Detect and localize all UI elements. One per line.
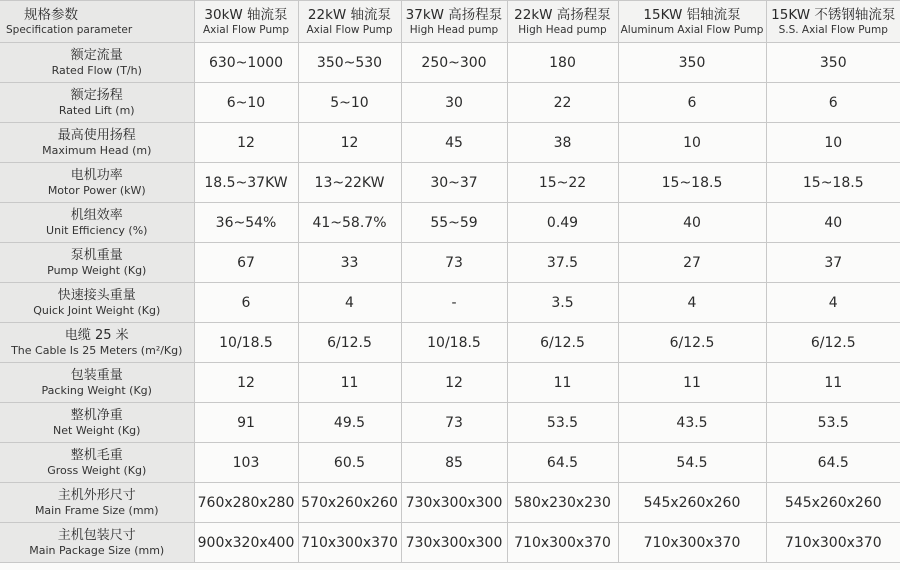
value-cell: 11 [298,363,401,403]
row-label-zh: 机组效率 [70,207,123,223]
value-cell: 4 [298,283,401,323]
column-header-en: High Head pump [518,23,607,36]
row-label-en: Quick Joint Weight (Kg) [33,303,161,317]
value-cell: 6/12.5 [507,323,618,363]
spec-header-cell [0,1,194,43]
value-cell: 10 [766,123,900,163]
value-cell: 53.5 [766,403,900,443]
row-label-en: Pump Weight (Kg) [47,263,147,277]
value-cell: 55~59 [401,203,507,243]
row-label-en: The Cable Is 25 Meters (m²/Kg) [11,343,183,357]
row-label-zh: 整机毛重 [70,447,123,463]
table-row [0,323,900,363]
row-label [0,83,194,123]
value-cell: 11 [766,363,900,403]
value-cell: 570x260x260 [298,483,401,523]
column-header [618,1,766,43]
value-cell: 37 [766,243,900,283]
table-row [0,203,900,243]
table-row [0,123,900,163]
row-label-en: Net Weight (Kg) [53,423,141,437]
row-label [0,363,194,403]
value-cell: 900x320x400 [194,523,298,563]
value-cell: 33 [298,243,401,283]
value-cell: 6 [766,83,900,123]
value-cell: 350 [618,43,766,83]
value-cell: 15~18.5 [618,163,766,203]
column-header-en: Axial Flow Pump [202,23,289,36]
value-cell: 15~22 [507,163,618,203]
value-cell: 11 [507,363,618,403]
table-row [0,403,900,443]
row-label [0,323,194,363]
value-cell: 12 [194,123,298,163]
row-label-en: Main Package Size (mm) [29,543,165,557]
row-label-zh: 额定扬程 [70,87,123,103]
value-cell: 710x300x370 [618,523,766,563]
value-cell: 730x300x300 [401,483,507,523]
value-cell: 73 [401,243,507,283]
column-header-en: S.S. Axial Flow Pump [778,23,888,36]
value-cell: 85 [401,443,507,483]
row-label-zh: 整机净重 [70,407,123,423]
value-cell: 3.5 [507,283,618,323]
row-label [0,123,194,163]
value-cell: 350~530 [298,43,401,83]
value-cell: 10/18.5 [194,323,298,363]
row-label-en: Packing Weight (Kg) [41,383,152,397]
value-cell: 545x260x260 [766,483,900,523]
column-header [507,1,618,43]
table-row [0,523,900,563]
row-label-zh: 额定流量 [70,47,123,63]
row-label-zh: 快速接头重量 [57,287,136,303]
header-row [0,1,900,43]
row-label-en: Main Frame Size (mm) [34,503,159,517]
table-row [0,483,900,523]
spec-body [0,43,900,563]
value-cell: 580x230x230 [507,483,618,523]
row-label-en: Maximum Head (m) [42,143,152,157]
value-cell: 545x260x260 [618,483,766,523]
value-cell: 10 [618,123,766,163]
value-cell: 6 [194,283,298,323]
value-cell: 11 [618,363,766,403]
row-label [0,243,194,283]
row-label-zh: 电机功率 [70,167,123,183]
column-header-en: Aluminum Axial Flow Pump [620,23,764,36]
row-label [0,43,194,83]
value-cell: 54.5 [618,443,766,483]
row-label-en: Rated Lift (m) [58,103,135,117]
value-cell: 91 [194,403,298,443]
value-cell: 40 [766,203,900,243]
value-cell: 0.49 [507,203,618,243]
row-label [0,523,194,563]
column-header-zh: 15KW 铝轴流泵 [643,6,741,23]
spec-header-zh: 规格参数 [24,6,78,23]
column-header [298,1,401,43]
value-cell: 64.5 [766,443,900,483]
value-cell: 41~58.7% [298,203,401,243]
value-cell: 13~22KW [298,163,401,203]
column-header [401,1,507,43]
table-row [0,163,900,203]
column-header-en: High Head pump [409,23,499,36]
value-cell: 38 [507,123,618,163]
row-label [0,443,194,483]
value-cell: 60.5 [298,443,401,483]
value-cell: 6 [618,83,766,123]
row-label-en: Motor Power (kW) [47,183,146,197]
value-cell: 12 [401,363,507,403]
value-cell: 350 [766,43,900,83]
row-label-zh: 泵机重量 [70,247,123,263]
value-cell: 180 [507,43,618,83]
value-cell: 30~37 [401,163,507,203]
column-header [766,1,900,43]
value-cell: 6/12.5 [298,323,401,363]
value-cell: 73 [401,403,507,443]
value-cell: 12 [194,363,298,403]
value-cell: 18.5~37KW [194,163,298,203]
value-cell: 103 [194,443,298,483]
value-cell: 12 [298,123,401,163]
value-cell: 730x300x300 [401,523,507,563]
value-cell: 630~1000 [194,43,298,83]
column-header-zh: 15KW 不锈钢轴流泵 [771,6,896,23]
value-cell: 45 [401,123,507,163]
value-cell: 6~10 [194,83,298,123]
value-cell: 37.5 [507,243,618,283]
row-label-en: Gross Weight (Kg) [47,463,147,477]
row-label [0,483,194,523]
row-label-en: Unit Efficiency (%) [46,223,148,237]
row-label [0,203,194,243]
row-label-zh: 最高使用扬程 [57,127,136,143]
value-cell: 49.5 [298,403,401,443]
value-cell: 53.5 [507,403,618,443]
value-cell: 6/12.5 [766,323,900,363]
row-label-zh: 主机包装尺寸 [57,527,136,543]
row-label [0,283,194,323]
value-cell: - [401,283,507,323]
value-cell: 710x300x370 [507,523,618,563]
value-cell: 64.5 [507,443,618,483]
value-cell: 760x280x280 [194,483,298,523]
value-cell: 4 [766,283,900,323]
column-header-zh: 22kW 高扬程泵 [514,6,611,23]
value-cell: 36~54% [194,203,298,243]
table-row [0,363,900,403]
row-label [0,163,194,203]
value-cell: 67 [194,243,298,283]
row-label-zh: 包装重量 [70,367,123,383]
value-cell: 40 [618,203,766,243]
column-header-zh: 22kW 轴流泵 [307,6,392,23]
value-cell: 5~10 [298,83,401,123]
table-row [0,43,900,83]
table-row [0,83,900,123]
value-cell: 15~18.5 [766,163,900,203]
value-cell: 4 [618,283,766,323]
row-label-zh: 电缆 25 米 [64,327,129,343]
table-row [0,243,900,283]
row-label-en: Rated Flow (T/h) [51,63,142,77]
column-header-en: Axial Flow Pump [306,23,393,36]
value-cell: 27 [618,243,766,283]
row-label [0,403,194,443]
value-cell: 43.5 [618,403,766,443]
value-cell: 10/18.5 [401,323,507,363]
value-cell: 6/12.5 [618,323,766,363]
column-header [194,1,298,43]
value-cell: 30 [401,83,507,123]
spec-header-en: Specification parameter [6,23,133,36]
column-header-zh: 37kW 高扬程泵 [405,6,503,23]
row-label-zh: 主机外形尺寸 [57,487,136,503]
value-cell: 710x300x370 [298,523,401,563]
value-cell: 250~300 [401,43,507,83]
table-row [0,443,900,483]
table-row [0,283,900,323]
value-cell: 710x300x370 [766,523,900,563]
value-cell: 22 [507,83,618,123]
column-header-zh: 30kW 轴流泵 [204,6,288,23]
